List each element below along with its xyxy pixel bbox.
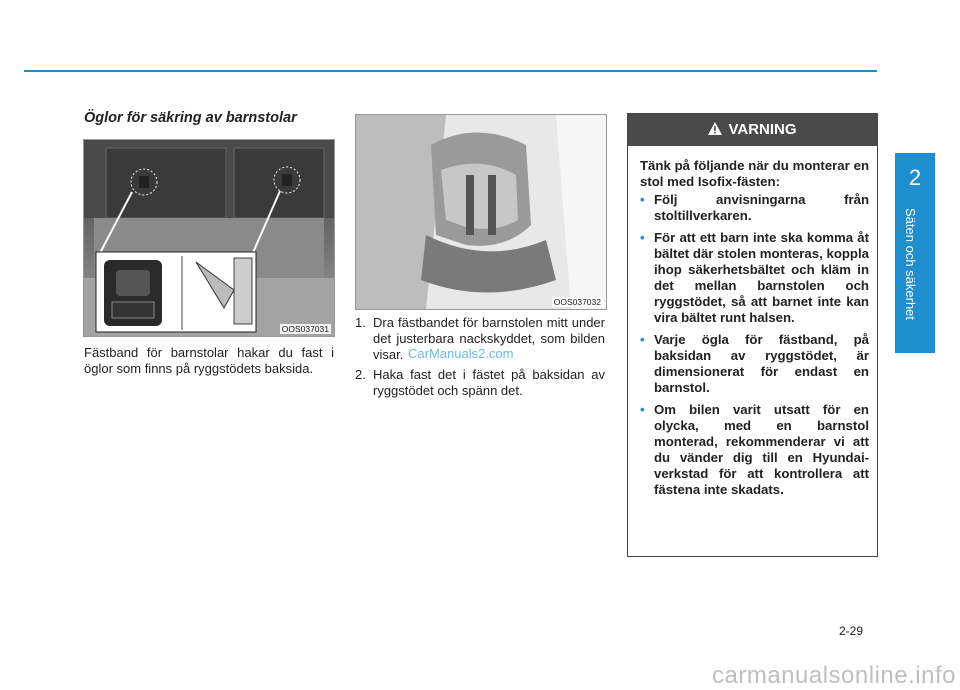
step-text: Dra fästbandet för barnstolen mitt under det justerbara nackskyddet, som bilden visar. [373,315,605,362]
warning-bullet-text: Följ anvisningarna från stoltillverkaren. [654,192,869,223]
warning-triangle-icon [708,122,722,135]
list-item [640,332,869,396]
watermark: CarManuals2.com [408,346,514,361]
page-number: 2-29 [839,624,864,638]
list-item [640,230,869,326]
bullet-icon: • [640,332,645,347]
step-number: 2. [355,367,366,382]
warning-header [628,114,877,146]
top-rule [24,70,877,72]
section-title: Säten och säkerhet [903,208,918,321]
list-item [640,192,869,224]
warning-box [627,113,878,557]
warning-list [640,192,869,498]
step-number: 1. [355,315,366,330]
bullet-icon: • [640,402,645,417]
photo-code: OOS037031 [281,324,329,334]
warning-bullet-text: Om bilen varit utsatt för en olycka, med en barnstol monterad, rekommenderar vi att du vänder dig till en Hyundai-verkstad för att kontrollera att fästena inte skadats. [654,402,869,497]
bullet-icon: • [640,192,645,207]
warning-intro: Tänk på följande när du monterar en stol med Isofix-fästen: [640,158,869,189]
section-tab[interactable] [895,153,935,353]
site-footer[interactable]: carmanualsonline.info [712,662,956,689]
warning-bullet-text: Varje ögla för fästband, på baksidan av ryggstödet, är dimensionerat för endast en barnstol. [654,332,869,395]
warning-title: VARNING [728,121,797,138]
child-seat-illustration [356,115,606,309]
child-seat-photo [355,114,607,310]
photo-code: OOS037032 [553,297,601,307]
list-item [640,402,869,498]
section-number: 2 [908,165,922,190]
warning-bullet-text: För att ett barn inte ska komma åt bältet där stolen monteras, koppla ihop säkerhetsbältet och kläm in det mellan barnstolen och ryggstödet, så att barnet inte kan vira bältet runt halsen. [654,230,869,325]
intro-paragraph: Fästband för barnstolar hakar du fast i öglor som finns på ryggstödets baksida. [84,345,334,376]
cargo-area-illustration [84,140,334,336]
bullet-icon: • [640,230,645,245]
cargo-area-photo [83,139,335,337]
step-text: Haka fast det i fästet på baksidan av ryggstödet och spänn det. [373,367,605,398]
section-heading: Öglor för säkring av barnstolar [84,110,297,126]
list-item [355,367,605,399]
